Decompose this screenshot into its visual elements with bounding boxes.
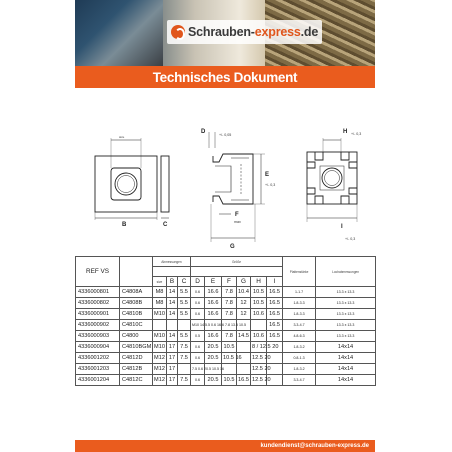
table-cell-e: 20.5 bbox=[205, 375, 222, 386]
table-cell-b bbox=[167, 320, 178, 331]
dim-label-f-max: max bbox=[234, 220, 241, 224]
table-cell-type: C4812D bbox=[120, 353, 153, 364]
hole-size-header: Lochabmessungen bbox=[316, 257, 376, 287]
table-cell-type: C4812B bbox=[120, 364, 153, 375]
table-cell-size: M10 bbox=[153, 331, 167, 342]
specification-table bbox=[75, 256, 376, 386]
table-cell-plate: 4.8-6.3 bbox=[283, 331, 316, 342]
logo-icon bbox=[171, 25, 185, 39]
table-cell-i: 16.5 bbox=[267, 287, 283, 298]
dim-label-d: D bbox=[201, 129, 206, 135]
table-cell-f: 7.8 bbox=[222, 309, 237, 320]
table-cell-size: M12 bbox=[153, 353, 167, 364]
dim-label-g: G bbox=[230, 244, 235, 250]
table-header-row-1 bbox=[76, 257, 376, 267]
table-cell-ref: 4336001202 bbox=[76, 353, 120, 364]
table-cell-plate: 1-1.7 bbox=[283, 287, 316, 298]
table-cell-i: 16.5 bbox=[267, 298, 283, 309]
side-view-drawing bbox=[209, 132, 265, 242]
table-cell-c bbox=[178, 320, 191, 331]
table-row bbox=[76, 342, 376, 353]
table-cell-g: 14.5 bbox=[237, 331, 251, 342]
table-cell-hole: 14x14 bbox=[316, 353, 376, 364]
table-cell-h: 10.6 bbox=[251, 331, 267, 342]
table-row bbox=[76, 364, 376, 375]
table-cell-ref: 4336001203 bbox=[76, 364, 120, 375]
table-cell-plate: 0.8-1.3 bbox=[283, 353, 316, 364]
dim-label-f: F bbox=[235, 212, 239, 218]
table-cell-size: M8 bbox=[153, 287, 167, 298]
table-cell-d: 0.5 bbox=[191, 331, 205, 342]
table-cell-hole: 13.3 x 13.3 bbox=[316, 287, 376, 298]
table-cell-h: 10.5 bbox=[251, 287, 267, 298]
table-cell-d: 0.6 bbox=[191, 298, 205, 309]
column-header-h: H bbox=[251, 277, 267, 287]
plate-thickness-header: Plattenstärke bbox=[283, 257, 316, 287]
table-cell-size: M10 bbox=[153, 309, 167, 320]
table-cell-plate: 1.8-3.3 bbox=[283, 309, 316, 320]
table-cell-c: 7.5 bbox=[178, 342, 191, 353]
table-cell-b: 14 bbox=[167, 287, 178, 298]
title-bar bbox=[75, 66, 375, 88]
toolbox-photo bbox=[75, 0, 163, 66]
table-cell-type: C4808A bbox=[120, 287, 153, 298]
table-cell-plate: 1.8-3.3 bbox=[283, 298, 316, 309]
dim-label-h: H bbox=[343, 129, 348, 135]
table-cell-g bbox=[237, 342, 251, 353]
table-cell-size: M12 bbox=[153, 375, 167, 386]
dim-tolerance-h: +/- 0,3 bbox=[351, 132, 362, 136]
table-cell-c bbox=[178, 364, 191, 375]
dim-tolerance-d: +/- 0,05 bbox=[219, 133, 232, 137]
table-cell-ref: 4336000904 bbox=[76, 342, 120, 353]
column-header-f: F bbox=[222, 277, 237, 287]
ref-header: REF VS bbox=[76, 257, 120, 287]
table-cell-f: 7.8 bbox=[222, 287, 237, 298]
table-cell-hole: 13.3 x 13.3 bbox=[316, 309, 376, 320]
table-cell-ref: 4336000801 bbox=[76, 287, 120, 298]
group-header-dimensions: Abmessungen bbox=[153, 257, 191, 267]
footer-bar bbox=[75, 440, 375, 452]
table-cell-size bbox=[153, 320, 167, 331]
table-cell-hole: 14x14 bbox=[316, 375, 376, 386]
table-cell-b: 14 bbox=[167, 309, 178, 320]
table-cell-type: C4808B bbox=[120, 298, 153, 309]
table-cell-h bbox=[251, 320, 267, 331]
size-column-header: size bbox=[153, 277, 167, 287]
dim-label-b: B bbox=[122, 222, 127, 228]
table-cell-f: 10.5 bbox=[222, 342, 237, 353]
table-cell-ref: 4336000902 bbox=[76, 320, 120, 331]
table-cell-type: C4810C bbox=[120, 320, 153, 331]
top-view-drawing bbox=[95, 138, 169, 220]
table-cell-f: 7.8 bbox=[222, 331, 237, 342]
dim-tolerance-i: +/- 0,3 bbox=[345, 237, 356, 241]
table-cell-f: 7.8 bbox=[222, 298, 237, 309]
table-cell-plate: 3.3-4.7 bbox=[283, 375, 316, 386]
table-cell-type: C4810B bbox=[120, 309, 153, 320]
table-cell-ref: 4336000802 bbox=[76, 298, 120, 309]
table-row bbox=[76, 353, 376, 364]
table-cell-e: 16.6 bbox=[205, 309, 222, 320]
table-cell-c: 7.5 bbox=[178, 375, 191, 386]
table-cell-d: M10 14 5.5 0.6 16.6 7.8 13.5 10.5 bbox=[191, 320, 205, 331]
table-cell-size: M8 bbox=[153, 298, 167, 309]
table-cell-d: 7.5 0.6 20.5 10.5 16 bbox=[191, 364, 205, 375]
table-cell-e: 16.6 bbox=[205, 287, 222, 298]
table-cell-b: 14 bbox=[167, 331, 178, 342]
column-header-d: D bbox=[191, 277, 205, 287]
table-cell-g bbox=[237, 364, 251, 375]
table-cell-b: 17 bbox=[167, 353, 178, 364]
brand-logo bbox=[167, 20, 322, 44]
table-cell-g: 16.5 bbox=[237, 375, 251, 386]
technical-drawings bbox=[75, 118, 375, 258]
dim-label-width: size bbox=[119, 135, 125, 139]
table-cell-h: 10.6 bbox=[251, 309, 267, 320]
table-cell-ref: 4336001204 bbox=[76, 375, 120, 386]
table-cell-f: 10.5 16 bbox=[222, 353, 237, 364]
table-cell-d: 0.6 bbox=[191, 342, 205, 353]
footer-email: kundendienst@schrauben-express.de bbox=[260, 443, 369, 449]
table-cell-d: 0.6 bbox=[191, 353, 205, 364]
table-cell-d: 0.6 bbox=[191, 287, 205, 298]
table-cell-g: 10.4 bbox=[237, 287, 251, 298]
table-cell-h: 8 / 12.5 20 bbox=[251, 342, 267, 353]
dim-label-i: I bbox=[341, 224, 343, 230]
table-cell-b: 17 bbox=[167, 364, 178, 375]
dim-label-c: C bbox=[163, 222, 168, 228]
specification-table-body bbox=[76, 287, 376, 386]
table-cell-d: 0.6 bbox=[191, 309, 205, 320]
page-title: Technisches Dokument bbox=[152, 69, 298, 85]
table-row bbox=[76, 320, 376, 331]
table-cell-c: 7.5 bbox=[178, 353, 191, 364]
table-cell-plate: 1.8-3.2 bbox=[283, 342, 316, 353]
table-row bbox=[76, 309, 376, 320]
table-cell-type: C4800 bbox=[120, 331, 153, 342]
table-cell-f: 10.5 bbox=[222, 375, 237, 386]
table-cell-c: 5.5 bbox=[178, 298, 191, 309]
header-banner bbox=[75, 0, 375, 66]
table-cell-type: C4812C bbox=[120, 375, 153, 386]
table-cell-hole: 13.3 x 13.3 bbox=[316, 298, 376, 309]
table-cell-d: 0.6 bbox=[191, 375, 205, 386]
column-header-c: C bbox=[178, 277, 191, 287]
table-cell-e: 16.6 bbox=[205, 331, 222, 342]
table-cell-h: 12.5 20 bbox=[251, 375, 267, 386]
dim-label-e: E bbox=[265, 172, 270, 178]
table-cell-g: 12 bbox=[237, 309, 251, 320]
table-cell-e: 20.5 bbox=[205, 342, 222, 353]
table-cell-size: M10 bbox=[153, 342, 167, 353]
table-cell-c: 5.5 bbox=[178, 309, 191, 320]
table-cell-ref: 4336000903 bbox=[76, 331, 120, 342]
table-cell-hole: 13.3 x 13.3 bbox=[316, 331, 376, 342]
table-cell-b: 17 bbox=[167, 375, 178, 386]
table-cell-e: 16.6 bbox=[205, 298, 222, 309]
table-cell-hole: 14x14 bbox=[316, 364, 376, 375]
group-header-size: Größe bbox=[191, 257, 283, 267]
column-header-e: E bbox=[205, 277, 222, 287]
column-header-i: I bbox=[267, 277, 283, 287]
table-cell-i: 16.5 bbox=[267, 309, 283, 320]
table-cell-plate: 3.3-4.7 bbox=[283, 320, 316, 331]
table-cell-c: 5.5 bbox=[178, 287, 191, 298]
table-cell-c: 5.5 bbox=[178, 331, 191, 342]
table-cell-size: M12 bbox=[153, 364, 167, 375]
table-cell-hole: 14x14 bbox=[316, 342, 376, 353]
table-cell-e: 20.5 bbox=[205, 353, 222, 364]
table-row bbox=[76, 375, 376, 386]
logo-text: Schrauben-express.de bbox=[188, 25, 319, 39]
front-view-drawing bbox=[307, 138, 357, 222]
table-row bbox=[76, 298, 376, 309]
column-header-g: G bbox=[237, 277, 251, 287]
dim-tolerance-e: +/- 0,3 bbox=[265, 183, 276, 187]
table-cell-ref: 4336000901 bbox=[76, 309, 120, 320]
table-cell-type: C4810BGM bbox=[120, 342, 153, 353]
table-cell-h: 12.5 20 bbox=[251, 353, 267, 364]
table-cell-plate: 1.8-3.2 bbox=[283, 364, 316, 375]
table-cell-b: 14 bbox=[167, 298, 178, 309]
table-cell-g: 12 bbox=[237, 298, 251, 309]
table-cell-i: 16.5 bbox=[267, 331, 283, 342]
table-row bbox=[76, 287, 376, 298]
column-header-b: B bbox=[167, 277, 178, 287]
table-cell-hole: 13.3 x 13.3 bbox=[316, 320, 376, 331]
table-cell-b: 17 bbox=[167, 342, 178, 353]
table-cell-i: 16.5 bbox=[267, 320, 283, 331]
table-cell-h: 10.5 bbox=[251, 298, 267, 309]
table-row bbox=[76, 331, 376, 342]
table-cell-h: 12.5 20 bbox=[251, 364, 267, 375]
